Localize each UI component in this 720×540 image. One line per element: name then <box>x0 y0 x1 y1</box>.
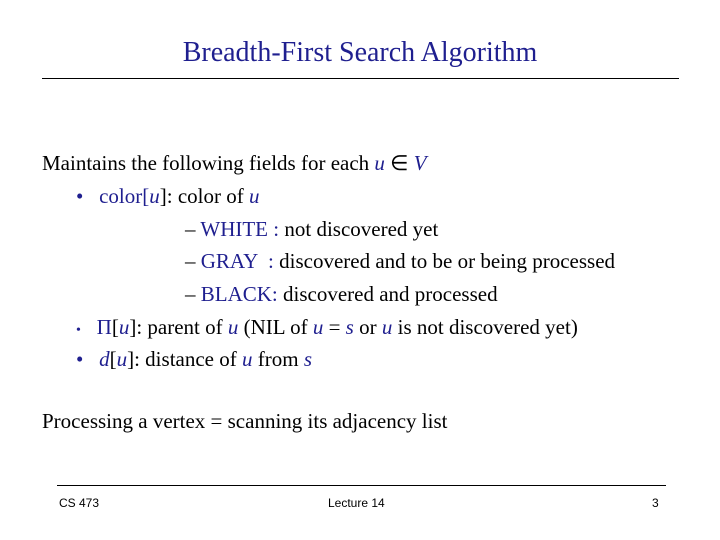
pi-close: ]: parent of <box>129 315 228 339</box>
white-item <box>185 217 438 242</box>
intro-element-of: ∈ <box>384 151 414 175</box>
bullet-dot: • <box>76 347 84 371</box>
color-var2: u <box>249 184 260 208</box>
d-var: u <box>116 347 128 371</box>
dash: – <box>185 249 201 273</box>
pi-var3: u <box>312 315 324 339</box>
footer-page-number: 3 <box>652 496 659 510</box>
pi-nil: (NIL of <box>238 315 313 339</box>
bullet-dot: • <box>76 323 81 338</box>
color-label-end: ]: color of <box>159 184 249 208</box>
black-item <box>185 282 498 307</box>
footer-course: CS 473 <box>59 496 100 510</box>
intro-var-u: u <box>374 151 385 175</box>
intro-var-v: V <box>413 151 427 175</box>
d-var2: u <box>241 347 253 371</box>
pi-var4: s <box>345 315 354 339</box>
bullet-dot: • <box>76 184 84 208</box>
bullet-pi-line <box>76 315 578 340</box>
processing-line: Processing a vertex = scanning its adjacency list <box>42 409 448 433</box>
pi-var2: u <box>227 315 239 339</box>
black-key: BLACK: <box>200 282 284 306</box>
dash: – <box>185 282 201 306</box>
color-var: u <box>149 184 160 208</box>
d-open: [ <box>109 347 117 371</box>
pi-or: or <box>353 315 382 339</box>
d-var3: s <box>303 347 312 371</box>
intro-text: Maintains the following fields for each <box>42 151 375 175</box>
slide-title: Breadth-First Search Algorithm <box>182 37 538 68</box>
pi-var5: u <box>381 315 393 339</box>
black-desc: discovered and processed <box>283 282 498 306</box>
white-desc: not discovered yet <box>284 217 439 241</box>
d-from: from <box>252 347 304 371</box>
bullet-color-line <box>76 184 260 209</box>
pi-symbol: Π <box>96 315 112 339</box>
gray-item <box>185 249 615 274</box>
dash: – <box>185 217 201 241</box>
white-key: WHITE : <box>200 217 285 241</box>
intro-line <box>42 151 427 176</box>
color-label: color[ <box>99 184 150 208</box>
pi-tail: is not discovered yet) <box>392 315 578 339</box>
gray-key: GRAY : <box>200 249 280 273</box>
gray-desc: discovered and to be or being processed <box>279 249 616 273</box>
footer-divider <box>57 485 666 486</box>
bullet-d-line <box>76 347 312 372</box>
pi-open: [ <box>111 315 119 339</box>
d-close: ]: distance of <box>127 347 242 371</box>
pi-var: u <box>118 315 130 339</box>
pi-eq: = <box>323 315 346 339</box>
footer-lecture: Lecture 14 <box>328 496 385 510</box>
d-symbol: d <box>99 347 110 371</box>
title-divider <box>42 78 679 79</box>
